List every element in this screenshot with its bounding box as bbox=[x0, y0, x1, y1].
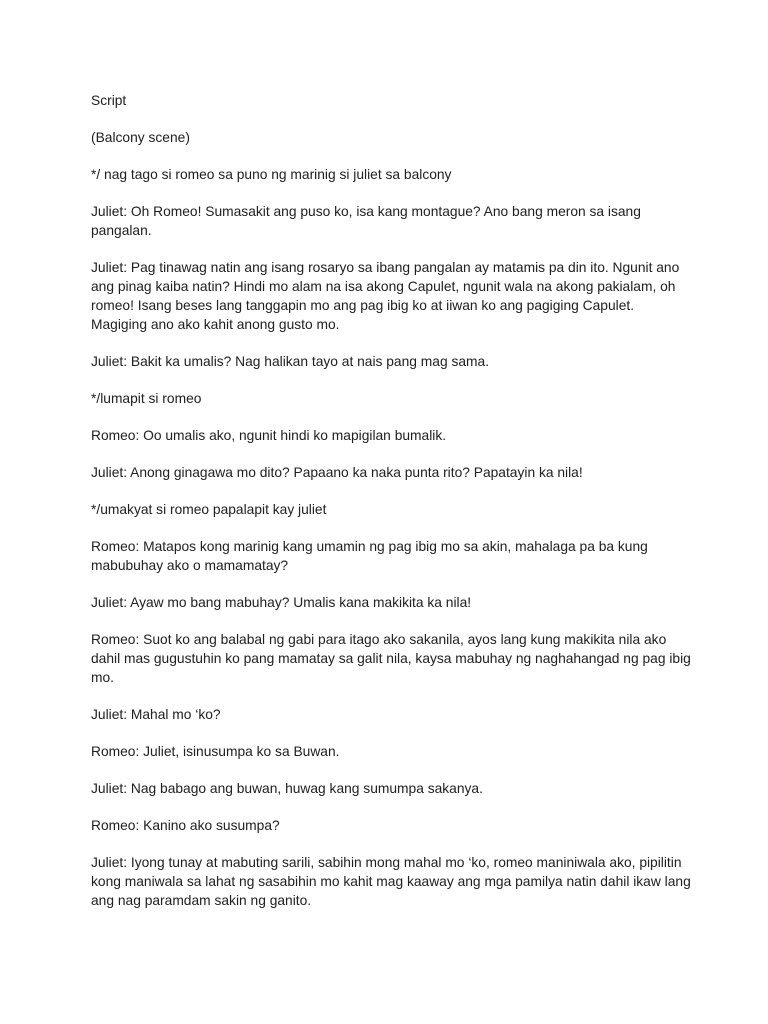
dialogue-line: Juliet: Iyong tunay at mabuting sarili, sabihin mong mahal mo ‘ko, romeo maniniwala ako, pipilitin kong maniwala sa lahat ng sasabihin mo kahit mag kaaway ang mga pamilya natin dahil ikaw lang ang nag paramdam sakin ng ganito. bbox=[91, 855, 691, 908]
dialogue-line: Juliet: Anong ginagawa mo dito? Papaano ka naka punta rito? Papatayin ka nila! bbox=[91, 465, 583, 480]
dialogue-line: Romeo: Matapos kong marinig kang umamin ng pag ibig mo sa akin, mahalaga pa ba kung mabubuhay ako o mamamatay? bbox=[91, 539, 648, 573]
stage-direction: */umakyat si romeo papalapit kay juliet bbox=[91, 502, 327, 517]
stage-direction: */ nag tago si romeo sa puno ng marinig si juliet sa balcony bbox=[91, 167, 452, 182]
script-body bbox=[91, 91, 691, 928]
dialogue-line: Romeo: Juliet, isinusumpa ko sa Buwan. bbox=[91, 744, 340, 759]
dialogue-line: Juliet: Mahal mo ‘ko? bbox=[91, 707, 221, 722]
dialogue-line: Juliet: Ayaw mo bang mabuhay? Umalis kana makikita ka nila! bbox=[91, 595, 472, 610]
dialogue-line: Romeo: Kanino ako susumpa? bbox=[91, 818, 280, 833]
scene-title: (Balcony scene) bbox=[91, 130, 190, 145]
dialogue-line: Romeo: Oo umalis ako, ngunit hindi ko mapigilan bumalik. bbox=[91, 428, 447, 443]
dialogue-line: Juliet: Oh Romeo! Sumasakit ang puso ko, isa kang montague? Ano bang meron sa isang pangalan. bbox=[91, 204, 641, 238]
document-heading: Script bbox=[91, 93, 127, 108]
stage-direction: */lumapit si romeo bbox=[91, 391, 202, 406]
dialogue-line: Juliet: Bakit ka umalis? Nag halikan tayo at nais pang mag sama. bbox=[91, 354, 490, 369]
dialogue-line: Romeo: Suot ko ang balabal ng gabi para itago ako sakanila, ayos lang kung makikita nila ako dahil mas gugustuhin ko pang mamatay sa galit nila, kaysa mabuhay ng naghahangad ng pag ibig mo. bbox=[91, 632, 691, 685]
dialogue-line: Juliet: Nag babago ang buwan, huwag kang sumumpa sakanya. bbox=[91, 781, 483, 796]
dialogue-line: Juliet: Pag tinawag natin ang isang rosaryo sa ibang pangalan ay matamis pa din ito. Ngunit ano ang pinag kaiba natin? Hindi mo alam na isa akong Capulet, ngunit wala na akong pakialam, oh romeo! Isang beses lang tanggapin mo ang pag ibig ko at iiwan ko ang pagiging Capulet. Magiging ano ako kahit anong gusto mo. bbox=[91, 260, 680, 332]
